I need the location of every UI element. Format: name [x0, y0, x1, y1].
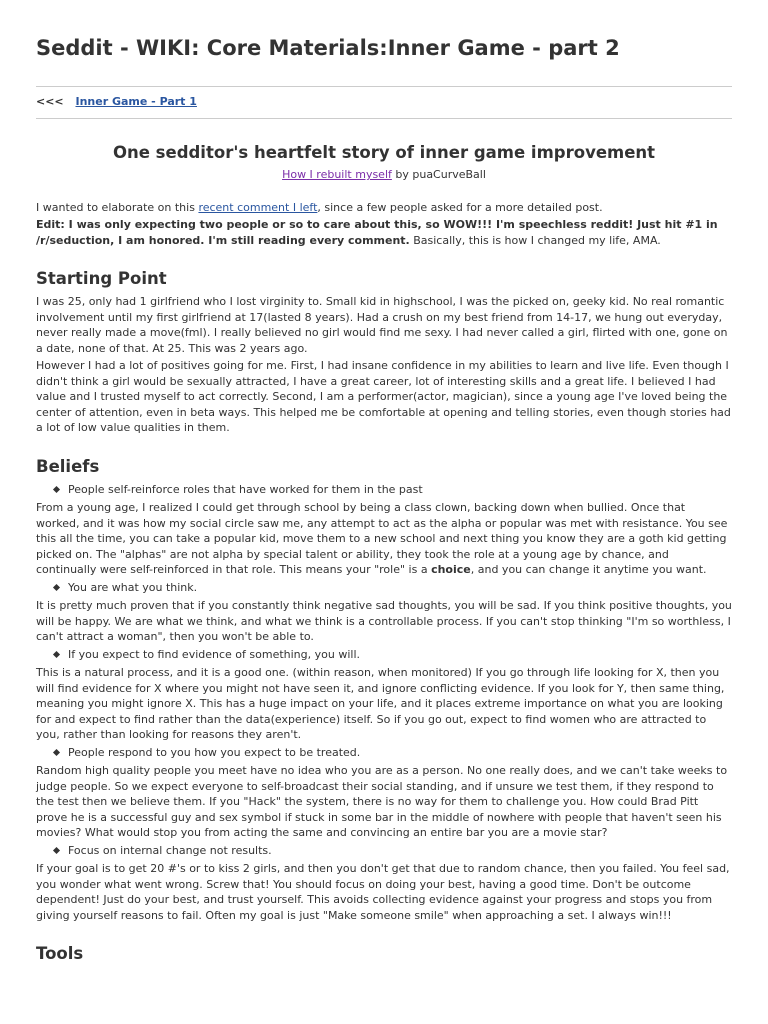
page-title: Seddit - WIKI: Core Materials:Inner Game - part 2 [36, 36, 620, 60]
edit-paragraph [36, 217, 732, 248]
edit-bold-text: Edit: I was only expecting two people or so to care about this, so WOW!!! I'm speechless reddit! Just hit #1 in /r/seduction, I am honored. I'm still reading every comment. [36, 218, 718, 247]
paragraph: However I had a lot of positives going for me. First, I had insane confidence in my abilities to learn and live life. Even though I didn't think a girl would be sexually attracted, I have a great career, lot of interesting skills and a great life. I believed I had value and I trusted myself to act correctly. Second, I am a performer(actor, magician), since a young age I've loved being the center of attention, even in beta ways. This helped me be comfortable at opening and telling stories, even though stories had a lot of low value qualities in them. [36, 359, 731, 434]
list-item [50, 580, 732, 596]
byline [36, 167, 732, 183]
paragraph: Random high quality people you meet have no idea who you are as a person. No one really does, and we can't take weeks to judge people. So we expect everyone to self-broadcast their social standing, and if unsure we test them, if they respond to the test then we believe them. If you "Hack" the system, there is no way for them to challenge you. How could Brad Pitt prove he is a successful guy and sex symbol if stuck in some bar in the middle of nowhere with people that haven't seen his movies? What would stop you from acting the same and convincing an entire bar you are a movie star? [36, 764, 728, 839]
paragraph: I was 25, only had 1 girlfriend who I lost virginity to. Small kid in highschool, I was the picked on, geeky kid. No real romantic involvement until my first girlfriend at 17(lasted 8 years). Had a crush on my best friend from 14-17, we hung out everyday, never really made a move(fml). I really believed no girl would find me sexy. I had never called a girl, flirted with one, gone on a date, none of that. At 25. This was 2 years ago. [36, 295, 728, 355]
paragraph: If your goal is to get 20 #'s or to kiss 2 girls, and then you don't get that due to random chance, then you failed. You feel sad, you wonder what went wrong. Screw that! You should focus on doing your best, having a good time. Don't be outcome dependent! Just do your best, and trust yourself. This avoids collecting evidence against your progress and stops you from giving yourself reasons to fail. Often my goal is just "Make someone smile" when approaching a set. I always win!!! [36, 862, 730, 922]
diamond-bullet-icon [53, 748, 60, 755]
diamond-bullet-icon [53, 583, 60, 590]
wiki-nav [36, 95, 197, 108]
article-body [36, 142, 732, 969]
edit-rest-text: Basically, this is how I changed my life, AMA. [409, 233, 661, 247]
heading-beliefs: Beliefs [36, 456, 100, 476]
heading-tools: Tools [36, 944, 84, 963]
byline-author: by puaCurveBall [391, 168, 486, 181]
list-item [50, 843, 732, 859]
intro-text-after: , since a few people asked for a more detailed post. [317, 200, 603, 214]
paragraph-text: From a young age, I realized I could get through school by being a class clown, backing down when bullied. Once that worked, and it was how my social circle saw me, any attempt to act as the alpha or popular was met with resistance. You see this all the time, you can take a popular kid, move them to a new school and next thing you know they are a goth kid getting picked on. The "alphas" are not alpha by special talent or ability, they took the role at a young age by chance, and continually were self-reinforced in that role. This means your "role" is a [36, 501, 728, 576]
nav-back-arrows: <<< [36, 95, 64, 108]
list-item-text: People self-reinforce roles that have worked for them in the past [68, 482, 423, 496]
nav-link-inner-game-part-1[interactable]: Inner Game - Part 1 [75, 95, 197, 108]
paragraph: It is pretty much proven that if you constantly think negative sad thoughts, you will be sad. If you think positive thoughts, you will be happy. We are what we think, and what we think is a controllable process. If you can't stop thinking "I'm so worthless, I can't attract a woman", then you won't be able to. [36, 599, 732, 643]
divider-bottom [36, 118, 732, 119]
list-item [50, 745, 732, 761]
list-item-text: Focus on internal change not results. [68, 843, 272, 857]
paragraph [36, 500, 732, 578]
diamond-bullet-icon [53, 846, 60, 853]
byline-link[interactable]: How I rebuilt myself [282, 168, 392, 181]
diamond-bullet-icon [53, 650, 60, 657]
story-title: One sedditor's heartfelt story of inner game improvement [112, 143, 656, 162]
paragraph: This is a natural process, and it is a good one. (within reason, when monitored) If you go through life looking for X, then you will find evidence for X where you might not have seen it, and ignore conflicting evidence. If you look for Y, then same thing, meaning you might ignore X. This has a huge impact on your life, and it places extreme importance on what you are looking for and expect to find rather than the data(experience) itself. So if you go out, expect to find women who are attracted to you, rather than looking for reasons they aren't. [36, 666, 725, 741]
heading-starting-point: Starting Point [36, 269, 167, 288]
bold-choice: choice [431, 563, 471, 576]
diamond-bullet-icon [53, 485, 60, 492]
divider-top [36, 86, 732, 87]
list-item-text: People respond to you how you expect to be treated. [68, 745, 361, 759]
paragraph-text: , and you can change it anytime you want. [470, 563, 707, 576]
list-item [50, 647, 732, 663]
recent-comment-link[interactable]: recent comment I left [198, 200, 318, 214]
list-item-text: You are what you think. [68, 580, 198, 594]
list-item [50, 482, 732, 498]
list-item-text: If you expect to find evidence of something, you will. [68, 647, 360, 661]
intro-text-before: I wanted to elaborate on this [36, 200, 199, 214]
intro-paragraph [36, 200, 732, 216]
